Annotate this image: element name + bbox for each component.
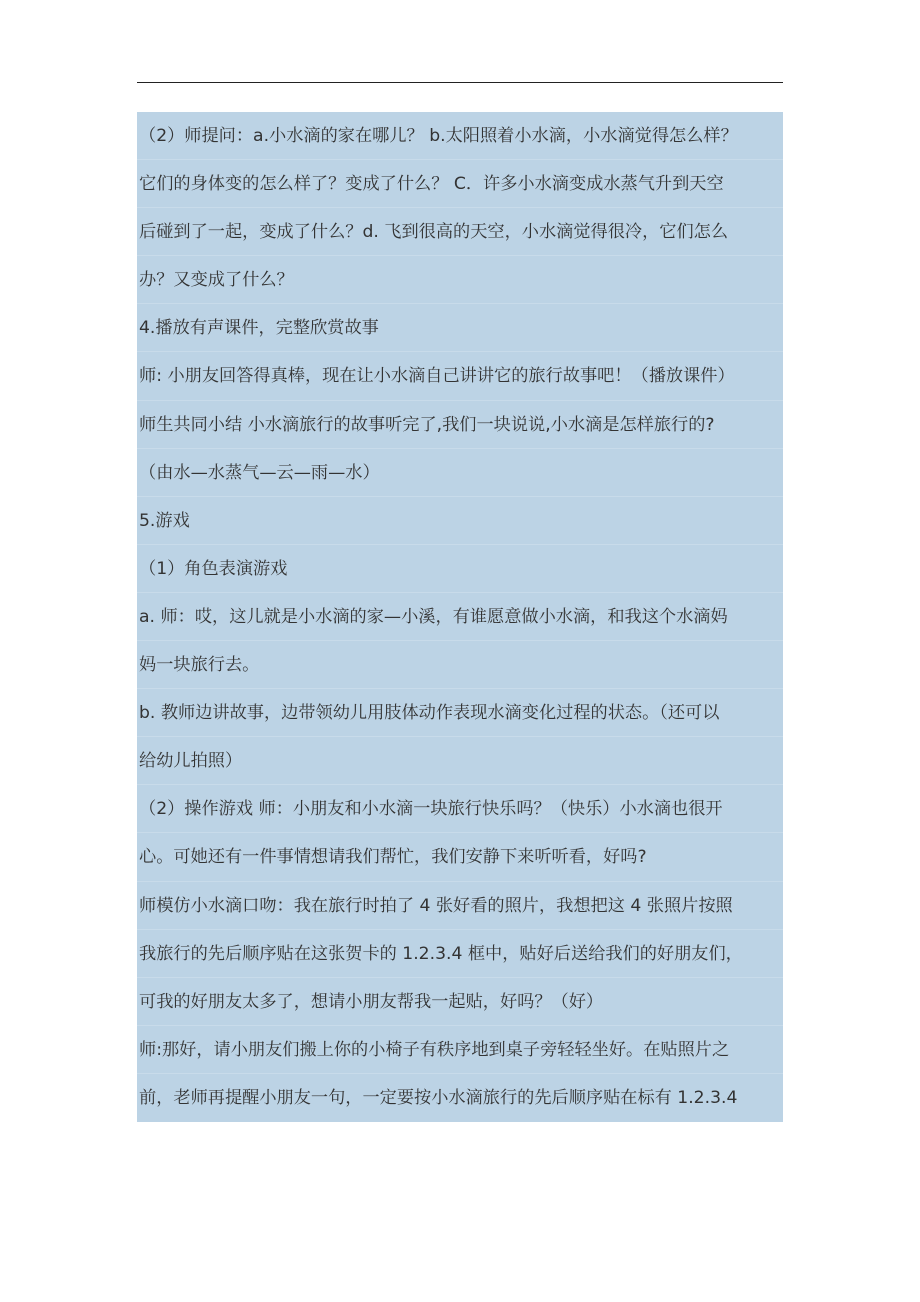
text-line: 它们的身体变的怎么样了？变成了什么？ C．许多小水滴变成水蒸气升到天空 [137, 160, 783, 208]
subsection-heading: （1）角色表演游戏 [137, 545, 783, 593]
text-line: 妈一块旅行去。 [137, 641, 783, 689]
text-line: 师: 小朋友回答得真棒，现在让小水滴自己讲讲它的旅行故事吧！（播放课件） [137, 352, 783, 400]
text-line: （由水—水蒸气—云—雨—水） [137, 449, 783, 497]
text-line: 师生共同小结 小水滴旅行的故事听完了,我们一块说说,小水滴是怎样旅行的? [137, 401, 783, 449]
text-line: 给幼儿拍照） [137, 737, 783, 785]
text-line: 心。可她还有一件事情想请我们帮忙，我们安静下来听听看，好吗? [137, 833, 783, 881]
text-line: 办？又变成了什么？ [137, 256, 783, 304]
text-line: 可我的好朋友太多了，想请小朋友帮我一起贴，好吗？（好） [137, 978, 783, 1026]
header-rule [137, 82, 783, 83]
text-line: （2）师提问：a.小水滴的家在哪儿？ b.太阳照着小水滴，小水滴觉得怎么样？ [137, 112, 783, 160]
text-line: b. 教师边讲故事，边带领幼儿用肢体动作表现水滴变化过程的状态。（还可以 [137, 689, 783, 737]
section-heading: 5.游戏 [137, 497, 783, 545]
text-line: 后碰到了一起，变成了什么？d. 飞到很高的天空，小水滴觉得很冷，它们怎么 [137, 208, 783, 256]
section-heading: 4.播放有声课件，完整欣赏故事 [137, 304, 783, 352]
text-line: （2）操作游戏 师：小朋友和小水滴一块旅行快乐吗？（快乐）小水滴也很开 [137, 785, 783, 833]
text-line: 前，老师再提醒小朋友一句，一定要按小水滴旅行的先后顺序贴在标有 1.2.3.4 [139, 1087, 738, 1108]
text-line: 师模仿小水滴口吻：我在旅行时拍了 4 张好看的照片，我想把这 4 张照片按照 [137, 882, 783, 930]
text-line: a. 师：哎，这儿就是小水滴的家—小溪，有谁愿意做小水滴，和我这个水滴妈 [137, 593, 783, 641]
text-line: 我旅行的先后顺序贴在这张贺卡的 1.2.3.4 框中，贴好后送给我们的好朋友们， [137, 930, 783, 978]
text-line: 师:那好，请小朋友们搬上你的小椅子有秩序地到桌子旁轻轻坐好。在贴照片之 [137, 1026, 783, 1074]
highlighted-content-block [137, 112, 783, 1122]
